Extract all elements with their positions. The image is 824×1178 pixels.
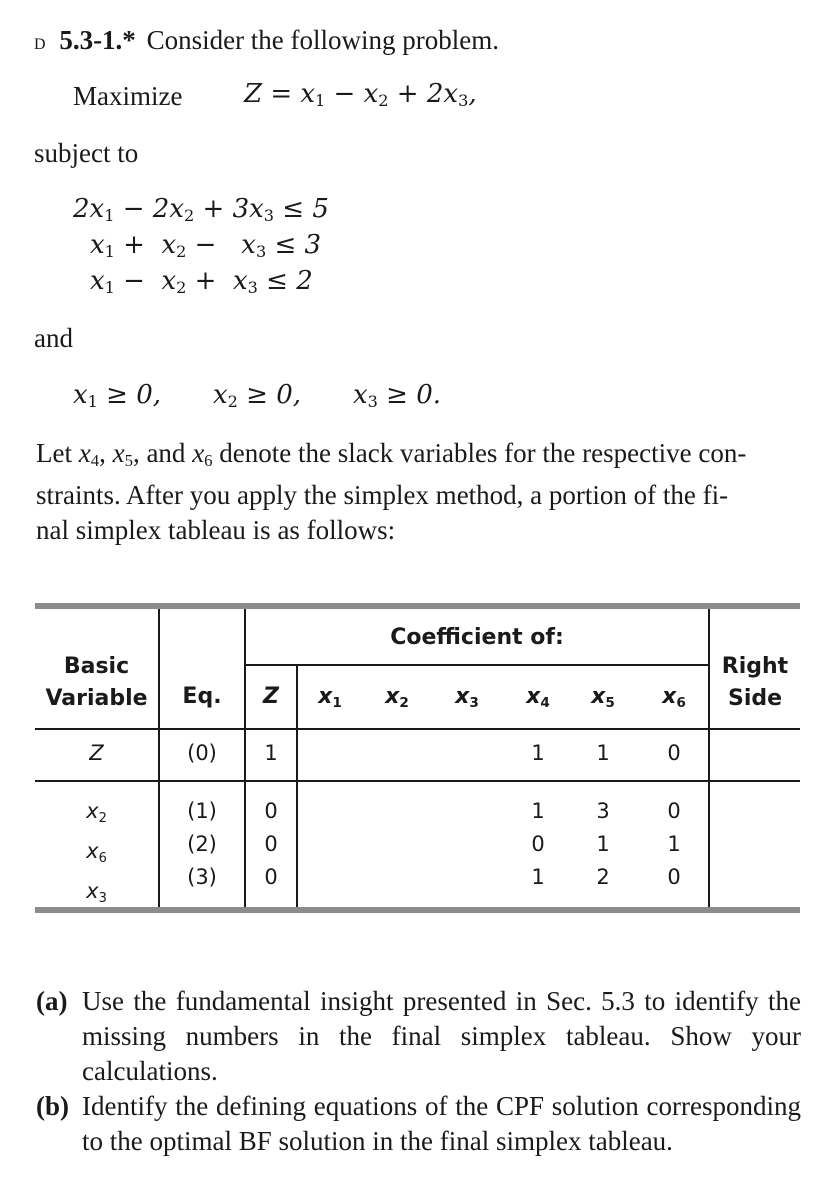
question-a-label: (a) xyxy=(36,986,68,1016)
row0-x4: 1 xyxy=(531,741,545,765)
header-basic-variable: Basic Variable xyxy=(45,654,148,711)
header-x6: $x_6$ xyxy=(662,684,686,712)
row3-z: 0 xyxy=(264,865,278,889)
hline xyxy=(244,664,708,666)
header-x1: $x_1$ xyxy=(318,684,342,712)
header-x4: $x_4$ xyxy=(526,684,550,712)
header-x3: $x_3$ xyxy=(455,684,479,712)
row0-x5: 1 xyxy=(596,741,610,765)
row1-eq: (1) xyxy=(187,799,217,823)
constraint-1: $2x_1 - 2x_2 + 3x_3 \le 5$ xyxy=(73,194,329,226)
row0-x6: 0 xyxy=(667,741,681,765)
header-x2: $x_2$ xyxy=(385,684,409,712)
rows-x4-col xyxy=(513,795,563,894)
table-top-rule xyxy=(35,603,800,609)
vline xyxy=(296,666,298,907)
row3-basic: $x_3$ xyxy=(86,878,107,906)
row1-x6: 0 xyxy=(667,799,681,823)
objective-function: $Z = x_1 - x_2 + 2x_3$, xyxy=(244,79,477,111)
question-a xyxy=(36,984,801,1089)
row1-z: 0 xyxy=(264,799,278,823)
row3-eq: (3) xyxy=(187,865,217,889)
nonneg-x1: $x_1 \ge 0$, xyxy=(73,380,162,412)
header-right-side: Right Side xyxy=(721,654,789,711)
row1-x5: 3 xyxy=(596,799,610,823)
hline xyxy=(35,728,800,730)
problem-heading xyxy=(34,24,499,61)
row1-basic: $x_2$ xyxy=(86,799,107,826)
row3-x4: 1 xyxy=(531,865,545,889)
header-eq: Eq. xyxy=(182,684,222,709)
nonneg-x2: $x_2 \ge 0$, xyxy=(213,380,302,412)
row2-x6: 1 xyxy=(667,832,681,856)
question-b xyxy=(36,1089,801,1159)
row0-z: 1 xyxy=(264,741,278,765)
rows-x6-col xyxy=(649,795,699,894)
row2-x5: 1 xyxy=(596,832,610,856)
rows-basic-col xyxy=(35,795,158,915)
and-label: and xyxy=(34,323,73,353)
nonneg-x3: $x_3 \ge 0$. xyxy=(353,380,442,412)
header-x5: $x_5$ xyxy=(591,684,615,712)
row1-x4: 1 xyxy=(531,799,545,823)
maximize-label: Maximize xyxy=(73,81,183,111)
rows-eq-col xyxy=(160,795,244,894)
row2-basic: $x_6$ xyxy=(86,838,107,866)
rows-z-col xyxy=(246,795,296,894)
row2-x4: 0 xyxy=(531,832,545,856)
row3-x6: 0 xyxy=(667,865,681,889)
row0-eq: (0) xyxy=(187,741,217,765)
rows-x5-col xyxy=(578,795,628,894)
header-z: Z xyxy=(263,684,279,709)
row2-eq: (2) xyxy=(187,832,217,856)
row2-z: 0 xyxy=(264,832,278,856)
constraint-2: $x_1 + x_2 - x_3 \le 3$ xyxy=(90,230,322,262)
problem-tag: D xyxy=(34,36,47,53)
row3-x5: 2 xyxy=(596,865,610,889)
question-a-text: Use the fundamental insight presented in Sec. 5.3 to identify the missing numbers in the final simplex tableau. Show your calculations. xyxy=(82,986,801,1086)
row0-basic: Z xyxy=(89,741,104,765)
hline xyxy=(35,780,800,782)
header-coefficient-of: Coefficient of: xyxy=(390,625,564,650)
constraint-3: $x_1 - x_2 + x_3 \le 2$ xyxy=(90,266,313,298)
intro-paragraph: Let $x_4$, $x_5$, and $x_6$ denote the slack variables for the respective con- straints. After you apply the simplex method, a portion of the fi- nal simplex tableau is as follows: xyxy=(36,438,747,546)
question-b-label: (b) xyxy=(36,1091,69,1121)
problem-number: 5.3-1.* xyxy=(59,25,136,55)
subject-to-label: subject to xyxy=(34,138,139,168)
question-b-text: Identify the defining equations of the CPF solution corresponding to the optimal BF solution in the final simplex tableau. xyxy=(82,1091,801,1156)
problem-intro: Consider the following problem. xyxy=(146,25,500,55)
